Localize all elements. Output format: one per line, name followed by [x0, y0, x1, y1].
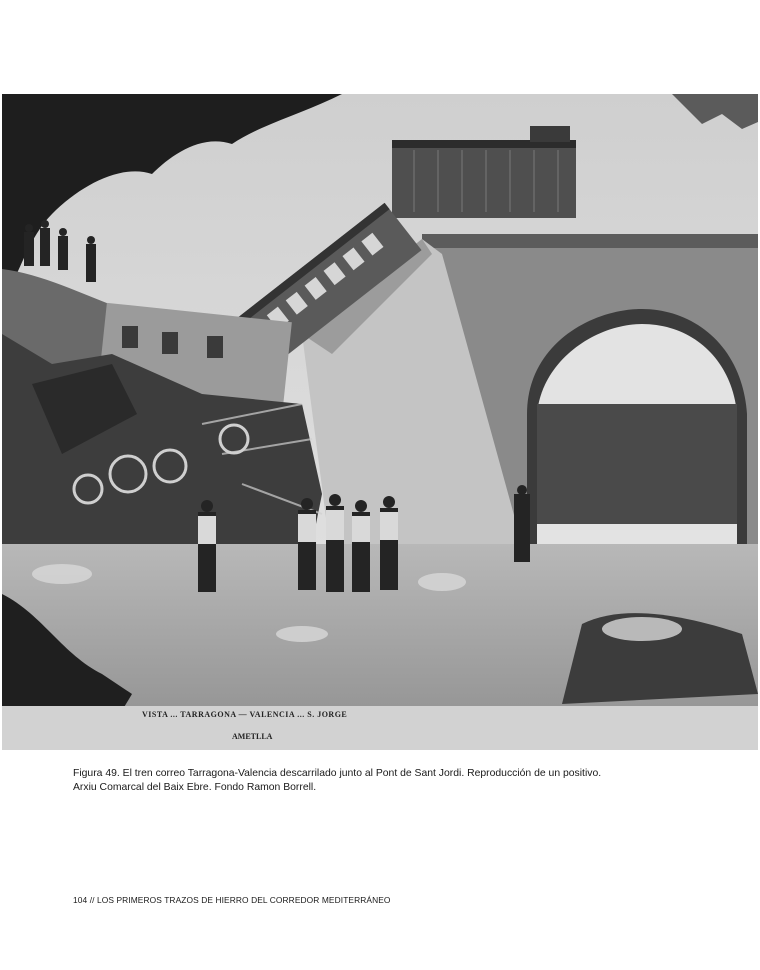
inscription-title: VISTA ... TARRAGONA — VALENCIA ... S. JORGE	[142, 710, 348, 719]
running-footer: 104 // LOS PRIMEROS TRAZOS DE HIERRO DEL CORREDOR MEDITERRÁNEO	[73, 895, 391, 905]
photo-inscription	[2, 706, 758, 750]
historical-photograph	[2, 94, 758, 750]
figure-caption-line-2: Arxiu Comarcal del Baix Ebre. Fondo Ramon Borrell.	[73, 782, 317, 793]
inscription-place: AMETLLA	[232, 732, 273, 741]
figure-caption-line-1: Figura 49. El tren correo Tarragona-Valencia descarrilado junto al Pont de Sant Jordi. Reproducción de un positivo.	[73, 768, 602, 779]
